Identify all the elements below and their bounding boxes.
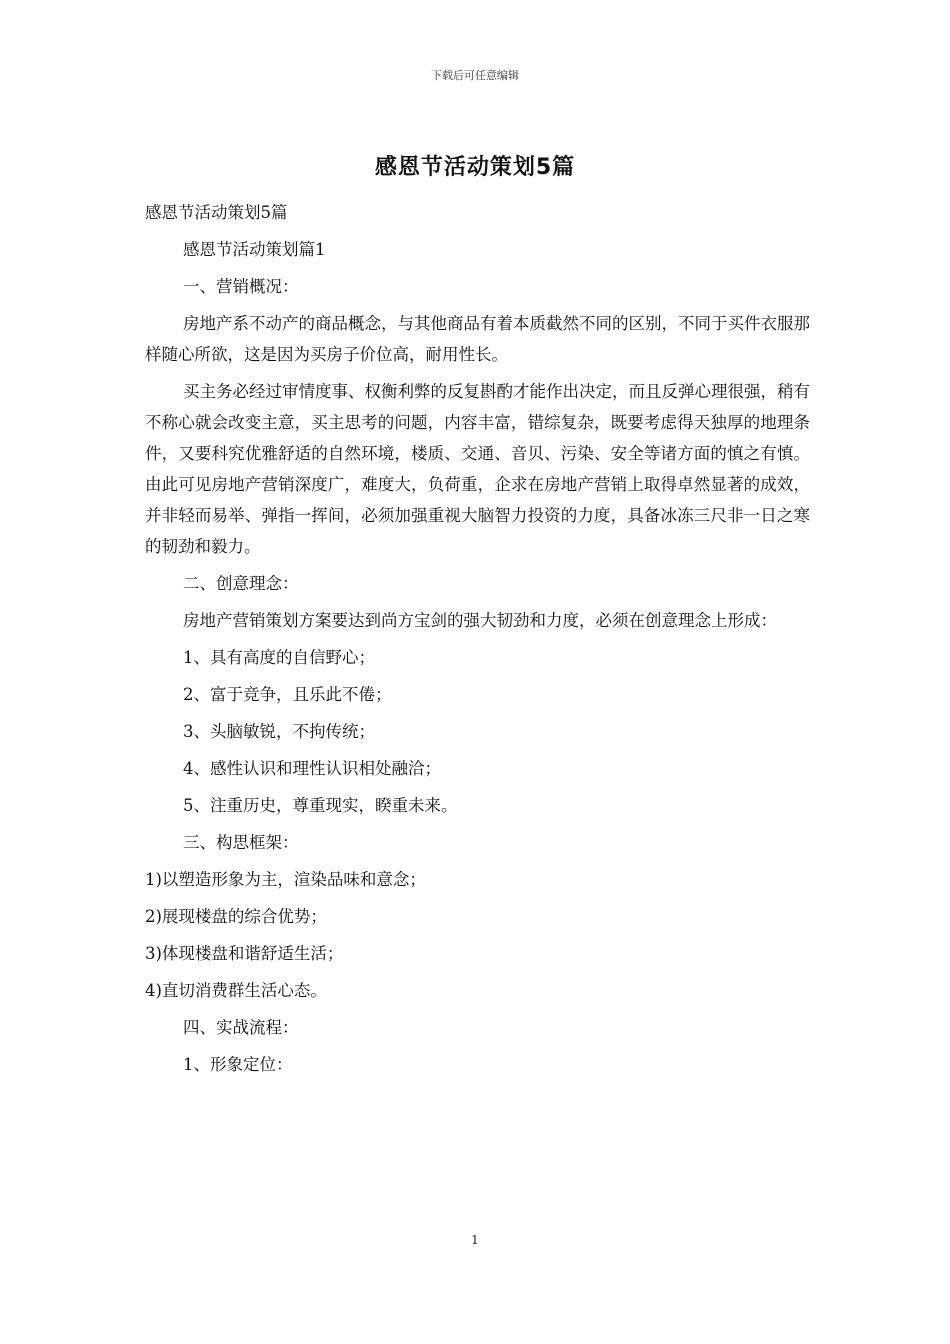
framework-item-2: 2)展现楼盘的综合优势； <box>145 907 327 926</box>
paragraph-3: 房地产系不动产的商品概念，与其他商品有着本质截然不同的区别，不同于买件衣服那样随心所欲，这是因为买房子价位高，耐用性长。 <box>145 314 810 364</box>
section-heading-4: 四、实战流程： <box>183 1018 299 1037</box>
section-heading-1: 一、营销概况： <box>183 277 299 296</box>
paragraph-6: 房地产营销策划方案要达到尚方宝剑的强大韧劲和力度，必须在创意理念上形成： <box>183 611 777 630</box>
list-item-3: 3、头脑敏锐，不拘传统； <box>183 722 375 741</box>
list-item-5: 5、注重历史，尊重现实，睽重未来。 <box>183 796 458 815</box>
framework-item-3: 3)体现楼盘和谐舒适生活； <box>145 944 344 963</box>
document-title: 感恩节活动策划5篇 <box>374 155 576 180</box>
section-heading-3: 三、构思框架： <box>183 833 299 852</box>
framework-item-4: 4)直切消费群生活心态。 <box>145 981 327 1000</box>
document-body <box>145 197 810 1086</box>
section-heading-2: 二、创意理念： <box>183 574 299 593</box>
framework-item-1: 1)以塑造形象为主，渲染品味和意念； <box>145 870 426 889</box>
list-item-4: 4、感性认识和理性认识相处融洽； <box>183 759 441 778</box>
paragraph-4: 买主务必经过审情度事、权衡利弊的反复斟酌才能作出决定，而且反弹心理很强，稍有不称心就会改变主意，买主思考的问题，内容丰富，错综复杂，既要考虑得天独厚的地理条件，又要科究优雅舒适的自然环境，楼质、交通、音贝、污染、安全等诸方面的慎之有慎。由此可见房地产营销深度广，难度大，负荷重，企求在房地产营销上取得卓然显著的成效，并非轻而易举、弹指一挥间，必须加强重视大脑智力投资的力度，具备冰冻三尺非一日之寒的韧劲和毅力。 <box>145 382 810 556</box>
paragraph-0: 感恩节活动策划5篇 <box>145 203 288 222</box>
page-header: 下载后可任意编辑 <box>431 69 519 82</box>
list-item-1: 1、具有高度的自信野心； <box>183 648 375 667</box>
list-item-2: 2、富于竞争，且乐此不倦； <box>183 685 392 704</box>
page-number: 1 <box>471 1233 479 1247</box>
subsection-heading: 1、形象定位： <box>183 1055 293 1074</box>
paragraph-1: 感恩节活动策划篇1 <box>183 240 326 259</box>
